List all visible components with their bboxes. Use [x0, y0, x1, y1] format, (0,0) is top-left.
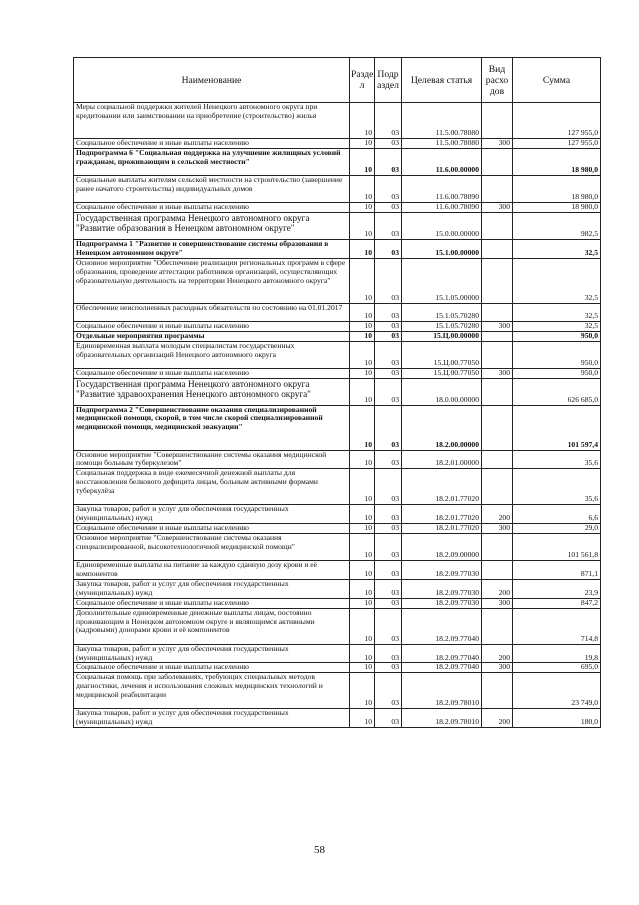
- cell-summa: 127 955,0: [513, 103, 601, 139]
- table-row: [74, 258, 601, 303]
- cell-vid-rashodov: [482, 378, 513, 405]
- cell-name: Социальное обеспечение и иные выплаты населению: [74, 321, 350, 331]
- cell-razdel: 10: [350, 673, 375, 709]
- cell-vid-rashodov: 300: [482, 524, 513, 534]
- cell-podrazdel: 03: [375, 321, 402, 331]
- cell-vid-rashodov: [482, 212, 513, 239]
- cell-razdel: 10: [350, 598, 375, 608]
- cell-name: Государственная программа Ненецкого автономного округа "Развитие здравоохранения Ненецкого автономного округа": [74, 378, 350, 405]
- cell-summa: 180,0: [513, 709, 601, 728]
- cell-podrazdel: 03: [375, 239, 402, 258]
- cell-name: Меры социальной поддержки жителей Ненецкого автономного округа при кредитовании или заимствовании на приобретение (строительство) жилья: [74, 103, 350, 139]
- cell-razdel: 10: [350, 148, 375, 175]
- cell-name: Дополнительные единовременные денежные выплаты лицам, постоянно проживающим в Ненецком автономном округе и являющимся активными (кадровыми) донорами крови и её компонентов: [74, 608, 350, 644]
- page-number: 58: [314, 844, 325, 856]
- cell-summa: 35,6: [513, 469, 601, 505]
- cell-vid-rashodov: [482, 103, 513, 139]
- cell-podrazdel: 03: [375, 598, 402, 608]
- cell-razdel: 10: [350, 341, 375, 368]
- header-razdel: Разде л: [350, 58, 375, 103]
- header-celevaya-statya: Целевая статья: [402, 58, 482, 103]
- cell-celevaya-statya: 18.2.09.78010: [402, 709, 482, 728]
- cell-summa: 127 955,0: [513, 139, 601, 149]
- cell-podrazdel: 03: [375, 139, 402, 149]
- cell-summa: 626 685,0: [513, 378, 601, 405]
- cell-razdel: 10: [350, 505, 375, 524]
- table-row: [74, 608, 601, 644]
- header-summa: Сумма: [513, 58, 601, 103]
- cell-razdel: 10: [350, 644, 375, 663]
- cell-celevaya-statya: 18.2.09.00000: [402, 534, 482, 561]
- cell-razdel: 10: [350, 331, 375, 341]
- cell-podrazdel: 03: [375, 303, 402, 321]
- cell-name: Социальная помощь при заболеваниях, требующих специальных методов диагностики, лечения и использования сложных медицинских технологий и медицинской реабилитации: [74, 673, 350, 709]
- cell-podrazdel: 03: [375, 258, 402, 303]
- header-name: Наименование: [74, 58, 350, 103]
- cell-summa: 101 561,8: [513, 534, 601, 561]
- cell-summa: 950,0: [513, 331, 601, 341]
- cell-name: Социальное обеспечение и иные выплаты населению: [74, 139, 350, 149]
- cell-razdel: 10: [350, 368, 375, 378]
- cell-name: Социальные выплаты жителям сельской местности на строительство (завершение ранее начатого строительства) индивидуальных домов: [74, 175, 350, 202]
- cell-podrazdel: 03: [375, 212, 402, 239]
- cell-razdel: 10: [350, 303, 375, 321]
- cell-celevaya-statya: 11.6.00.00000: [402, 148, 482, 175]
- cell-vid-rashodov: [482, 303, 513, 321]
- cell-vid-rashodov: [482, 331, 513, 341]
- cell-podrazdel: 03: [375, 709, 402, 728]
- cell-name: Основное мероприятие "Совершенствование системы оказания медицинской помощи больным туберкулезом": [74, 450, 350, 469]
- cell-vid-rashodov: 300: [482, 598, 513, 608]
- table-row: [74, 561, 601, 580]
- cell-summa: 32,5: [513, 258, 601, 303]
- cell-celevaya-statya: 18.2.09.77030: [402, 598, 482, 608]
- cell-summa: 950,0: [513, 341, 601, 368]
- cell-podrazdel: 03: [375, 561, 402, 580]
- cell-summa: 101 597,4: [513, 405, 601, 450]
- cell-celevaya-statya: 18.2.01.77020: [402, 505, 482, 524]
- table-row: [74, 303, 601, 321]
- cell-podrazdel: 03: [375, 524, 402, 534]
- table-row: [74, 505, 601, 524]
- cell-vid-rashodov: 200: [482, 579, 513, 598]
- cell-celevaya-statya: 18.2.01.77020: [402, 524, 482, 534]
- cell-summa: 18 980,0: [513, 202, 601, 212]
- table-row: [74, 212, 601, 239]
- cell-celevaya-statya: 18.2.09.77040: [402, 644, 482, 663]
- cell-name: Основное мероприятие "Обеспечение реализации региональных программ в сфере образования, проведение аттестации работников организаций, осуществляющих образовательную деятельность на территории Ненецкого автономного округа": [74, 258, 350, 303]
- cell-razdel: 10: [350, 139, 375, 149]
- cell-podrazdel: 03: [375, 175, 402, 202]
- header-vid-rashodov: Вид расхо дов: [482, 58, 513, 103]
- cell-razdel: 10: [350, 469, 375, 505]
- cell-vid-rashodov: [482, 405, 513, 450]
- cell-vid-rashodov: [482, 450, 513, 469]
- cell-celevaya-statya: 11.6.00.78090: [402, 202, 482, 212]
- table-row: [74, 321, 601, 331]
- table-row: [74, 598, 601, 608]
- cell-razdel: 10: [350, 239, 375, 258]
- cell-vid-rashodov: 200: [482, 644, 513, 663]
- cell-razdel: 10: [350, 378, 375, 405]
- cell-vid-rashodov: [482, 258, 513, 303]
- cell-celevaya-statya: 15.Ц.00.77050: [402, 341, 482, 368]
- cell-celevaya-statya: 11.5.00.78080: [402, 103, 482, 139]
- cell-podrazdel: 03: [375, 579, 402, 598]
- cell-vid-rashodov: [482, 673, 513, 709]
- cell-name: Отдельные мероприятия программы: [74, 331, 350, 341]
- cell-razdel: 10: [350, 175, 375, 202]
- table-row: [74, 534, 601, 561]
- cell-vid-rashodov: 300: [482, 663, 513, 673]
- cell-podrazdel: 03: [375, 331, 402, 341]
- cell-summa: 32,5: [513, 303, 601, 321]
- cell-podrazdel: 03: [375, 534, 402, 561]
- cell-celevaya-statya: 18.2.01.77020: [402, 469, 482, 505]
- cell-celevaya-statya: 18.2.09.77030: [402, 579, 482, 598]
- table-row: [74, 148, 601, 175]
- cell-name: Закупка товаров, работ и услуг для обеспечения государственных (муниципальных) нужд: [74, 644, 350, 663]
- cell-razdel: 10: [350, 709, 375, 728]
- table-row: [74, 405, 601, 450]
- cell-summa: 18 980,0: [513, 148, 601, 175]
- cell-summa: 714,8: [513, 608, 601, 644]
- table-row: [74, 709, 601, 728]
- cell-vid-rashodov: [482, 469, 513, 505]
- cell-razdel: 10: [350, 258, 375, 303]
- cell-podrazdel: 03: [375, 148, 402, 175]
- cell-razdel: 10: [350, 405, 375, 450]
- cell-razdel: 10: [350, 321, 375, 331]
- cell-name: Закупка товаров, работ и услуг для обеспечения государственных (муниципальных) нужд: [74, 579, 350, 598]
- cell-celevaya-statya: 15.0.00.00000: [402, 212, 482, 239]
- cell-name: Социальная поддержка в виде ежемесячной денежной выплаты для восстановления белкового дефицита лицам, больным активными формами туберкулёза: [74, 469, 350, 505]
- cell-celevaya-statya: 11.5.00.78080: [402, 139, 482, 149]
- cell-podrazdel: 03: [375, 505, 402, 524]
- cell-vid-rashodov: 200: [482, 505, 513, 524]
- cell-summa: 23,9: [513, 579, 601, 598]
- cell-summa: 871,1: [513, 561, 601, 580]
- cell-summa: 695,0: [513, 663, 601, 673]
- table-row: [74, 103, 601, 139]
- cell-vid-rashodov: [482, 239, 513, 258]
- table-row: [74, 378, 601, 405]
- cell-celevaya-statya: 18.2.09.77030: [402, 561, 482, 580]
- cell-summa: 35,6: [513, 450, 601, 469]
- cell-name: Подпрограмма 2 "Совершенствование оказания специализированной медицинской помощи, скорой, в том числе скорой специализированной медицинской помощи, медицинской эвакуации": [74, 405, 350, 450]
- cell-podrazdel: 03: [375, 103, 402, 139]
- cell-vid-rashodov: [482, 561, 513, 580]
- cell-razdel: 10: [350, 534, 375, 561]
- cell-vid-rashodov: 300: [482, 368, 513, 378]
- cell-razdel: 10: [350, 450, 375, 469]
- cell-celevaya-statya: 15.1.00.00000: [402, 239, 482, 258]
- cell-name: Подпрограмма 1 "Развитие и совершенствование системы образования в Ненецком автономном округе": [74, 239, 350, 258]
- cell-podrazdel: 03: [375, 450, 402, 469]
- cell-celevaya-statya: 15.1.05.70280: [402, 321, 482, 331]
- cell-name: Обеспечение неисполненных расходных обязательств по состоянию на 01.01.2017: [74, 303, 350, 321]
- table-row: [74, 239, 601, 258]
- cell-name: Социальное обеспечение и иные выплаты населению: [74, 663, 350, 673]
- cell-name: Социальное обеспечение и иные выплаты населению: [74, 524, 350, 534]
- table-row: [74, 644, 601, 663]
- cell-summa: 982,5: [513, 212, 601, 239]
- cell-vid-rashodov: [482, 341, 513, 368]
- cell-name: Закупка товаров, работ и услуг для обеспечения государственных (муниципальных) нужд: [74, 709, 350, 728]
- cell-podrazdel: 03: [375, 644, 402, 663]
- cell-razdel: 10: [350, 579, 375, 598]
- cell-razdel: 10: [350, 202, 375, 212]
- table-row: [74, 663, 601, 673]
- cell-name: Подпрограмма 6 "Социальная поддержка на улучшение жилищных условий гражданам, проживающим в сельской местности": [74, 148, 350, 175]
- table-row: [74, 579, 601, 598]
- cell-podrazdel: 03: [375, 663, 402, 673]
- cell-vid-rashodov: [482, 608, 513, 644]
- cell-name: Социальное обеспечение и иные выплаты населению: [74, 368, 350, 378]
- cell-summa: 6,6: [513, 505, 601, 524]
- table-row: [74, 673, 601, 709]
- cell-celevaya-statya: 18.2.09.77040: [402, 608, 482, 644]
- cell-vid-rashodov: [482, 148, 513, 175]
- cell-podrazdel: 03: [375, 673, 402, 709]
- table-row: [74, 139, 601, 149]
- cell-celevaya-statya: 15.Ц.00.00000: [402, 331, 482, 341]
- cell-summa: 950,0: [513, 368, 601, 378]
- cell-podrazdel: 03: [375, 469, 402, 505]
- cell-razdel: 10: [350, 561, 375, 580]
- cell-celevaya-statya: 15.Ц.00.77050: [402, 368, 482, 378]
- cell-celevaya-statya: 15.1.05.00000: [402, 258, 482, 303]
- table-row: [74, 450, 601, 469]
- cell-celevaya-statya: 11.6.00.78090: [402, 175, 482, 202]
- table-row: [74, 202, 601, 212]
- cell-razdel: 10: [350, 608, 375, 644]
- cell-summa: 32,5: [513, 321, 601, 331]
- table-row: [74, 331, 601, 341]
- table-row: [74, 341, 601, 368]
- budget-table: [73, 57, 601, 728]
- cell-name: Социальное обеспечение и иные выплаты населению: [74, 202, 350, 212]
- cell-vid-rashodov: 300: [482, 321, 513, 331]
- cell-podrazdel: 03: [375, 341, 402, 368]
- cell-vid-rashodov: [482, 534, 513, 561]
- cell-vid-rashodov: 300: [482, 202, 513, 212]
- cell-podrazdel: 03: [375, 368, 402, 378]
- cell-podrazdel: 03: [375, 608, 402, 644]
- cell-celevaya-statya: 18.0.00.00000: [402, 378, 482, 405]
- table-body: [74, 103, 601, 728]
- cell-vid-rashodov: [482, 175, 513, 202]
- cell-summa: 18 980,0: [513, 175, 601, 202]
- cell-razdel: 10: [350, 212, 375, 239]
- header-podrazdel: Подр аздел: [375, 58, 402, 103]
- cell-celevaya-statya: 18.2.09.78010: [402, 673, 482, 709]
- cell-summa: 32,5: [513, 239, 601, 258]
- cell-name: Государственная программа Ненецкого автономного округа "Развитие образования в Ненецком автономном округе": [74, 212, 350, 239]
- cell-razdel: 10: [350, 663, 375, 673]
- cell-summa: 847,2: [513, 598, 601, 608]
- cell-celevaya-statya: 15.1.05.70280: [402, 303, 482, 321]
- table-row: [74, 175, 601, 202]
- cell-name: Социальное обеспечение и иные выплаты населению: [74, 598, 350, 608]
- cell-name: Единовременная выплата молодым специалистам государственных образовательных организаций Ненецкого автономного округа: [74, 341, 350, 368]
- table-row: [74, 469, 601, 505]
- cell-name: Основное мероприятие "Совершенствование системы оказания специализированной, высокотехнологичной медицинской помощи": [74, 534, 350, 561]
- cell-summa: 23 749,0: [513, 673, 601, 709]
- cell-podrazdel: 03: [375, 202, 402, 212]
- cell-razdel: 10: [350, 103, 375, 139]
- table-row: [74, 524, 601, 534]
- cell-celevaya-statya: 18.2.01.00000: [402, 450, 482, 469]
- cell-name: Единовременные выплаты на питание за каждую сданную дозу крови и её компонентов: [74, 561, 350, 580]
- cell-name: Закупка товаров, работ и услуг для обеспечения государственных (муниципальных) нужд: [74, 505, 350, 524]
- table-header-row: [74, 58, 601, 103]
- cell-vid-rashodov: 200: [482, 709, 513, 728]
- cell-vid-rashodov: 300: [482, 139, 513, 149]
- cell-celevaya-statya: 18.2.00.00000: [402, 405, 482, 450]
- cell-summa: 29,0: [513, 524, 601, 534]
- cell-summa: 19,8: [513, 644, 601, 663]
- cell-celevaya-statya: 18.2.09.77040: [402, 663, 482, 673]
- cell-podrazdel: 03: [375, 405, 402, 450]
- cell-razdel: 10: [350, 524, 375, 534]
- cell-podrazdel: 03: [375, 378, 402, 405]
- table-row: [74, 368, 601, 378]
